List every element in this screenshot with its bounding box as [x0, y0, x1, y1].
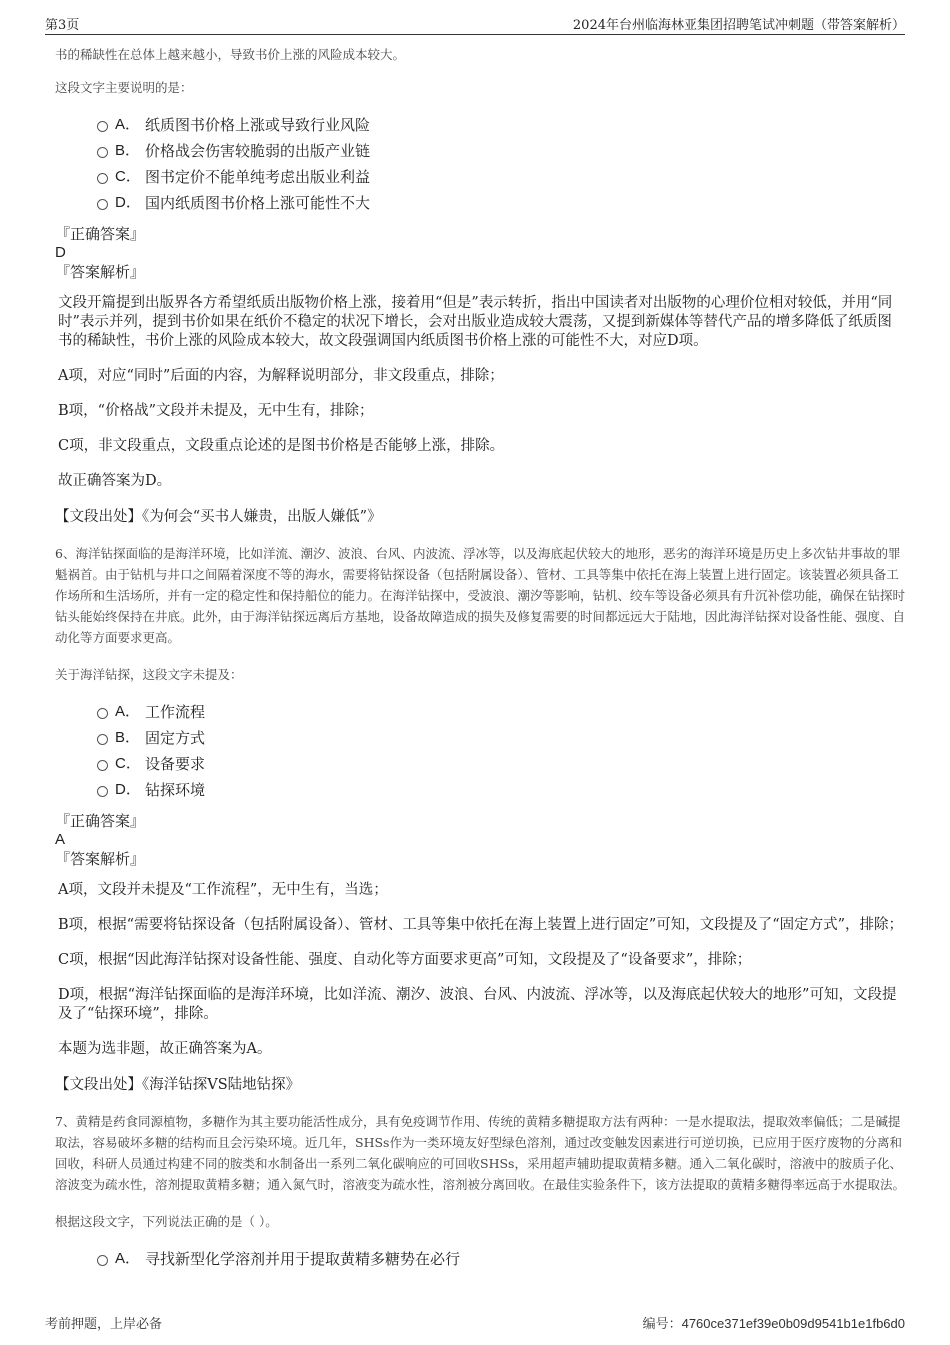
page-header: [45, 12, 905, 35]
radio-icon[interactable]: [97, 1255, 108, 1266]
page-number: 第3页: [45, 18, 80, 33]
q5-answer: D: [55, 244, 66, 261]
q5-option-c[interactable]: C． 图书定价不能单纯考虑出版业利益: [97, 164, 905, 190]
page-footer: [45, 1313, 905, 1333]
q5-answer-label: 『正确答案』: [55, 225, 146, 243]
q6-analysis-a: A项，文段并未提及“工作流程”，无中生有，当选；: [58, 882, 388, 898]
q6-option-a[interactable]: A． 工作流程: [97, 699, 905, 725]
code-value: 4760ce371ef39e0b09d9541b1e1fb6d0: [681, 1316, 905, 1331]
q7-options: [97, 1246, 905, 1272]
q5-analysis-main: 文段开篇提到出版界各方希望纸质出版物价格上涨，接着用“但是”表示转折，指出中国读者对出版物的心理价位相对较低，并用“同时”表示并列，提到书价如果在纸价不稳定的状况下增长，会对出版业造成较大震荡，又提到新媒体等替代产品的增多降低了纸质图书的稀缺性，书价上涨的风险成本较大，故文段强调国内纸质图书价格上涨的可能性不大，对应D项。: [58, 295, 893, 349]
q6-options: [97, 699, 905, 803]
q5-analysis-c: C项，非文段重点，文段重点论述的是图书价格是否能够上涨，排除。: [58, 438, 505, 454]
radio-icon[interactable]: [97, 708, 108, 719]
radio-icon[interactable]: [97, 147, 108, 158]
q6-analysis-c: C项，根据“因此海洋钻探对设备性能、强度、自动化等方面要求更高”可知，文段提及了“设备要求”，排除；: [58, 952, 752, 968]
q6-analysis-conclusion: 本题为选非题，故正确答案为A。: [58, 1041, 272, 1057]
q6-source: 【文段出处】《海洋钻探VS陆地钻探》: [55, 1077, 301, 1093]
q5-option-d[interactable]: D． 国内纸质图书价格上涨可能性不大: [97, 190, 905, 216]
q6-analysis-b: B项，根据“需要将钻探设备（包括附属设备）、管材、工具等集中依托在海上装置上进行固定”可知，文段提及了“固定方式”，排除；: [58, 917, 904, 933]
q6-analysis-label: 『答案解析』: [55, 850, 146, 868]
q5-question: 这段文字主要说明的是：: [55, 80, 193, 95]
q7-option-a[interactable]: A． 寻找新型化学溶剂并用于提取黄精多糖势在必行: [97, 1246, 905, 1272]
q6-answer-label: 『正确答案』: [55, 812, 146, 830]
footer-slogan: 考前押题，上岸必备: [45, 1317, 163, 1332]
q5-analysis-conclusion: 故正确答案为D。: [58, 473, 172, 489]
page-content: [55, 44, 905, 1280]
radio-icon[interactable]: [97, 199, 108, 210]
q5-options: [97, 112, 905, 216]
q6-question: 关于海洋钻探，这段文字未提及：: [55, 667, 243, 682]
q7-text: 7、黄精是药食同源植物，多糖作为其主要功能活性成分，具有免疫调节作用、传统的黄精多糖提取方法有两种：一是水提取法，提取效率偏低；二是碱提取法，容易破坏多糖的结构而且会污染环境。近几年，SHSs作为一类环境友好型绿色溶剂，通过改变触发因素进行可逆切换，已应用于医疗废物的分离和回收，科研人员通过构建不同的胺类和水制备出一系列二氧化碳响应的可回收SHSs，采用超声辅助提取黄精多糖。通入二氧化碳时，溶液中的胺质子化、溶波变为疏水性，溶剂提取黄精多糖；通入氮气时，溶液变为疏水性，溶剂被分离回收。在最佳实验条件下，该方法提取的黄精多糖得率远高于水提取法。: [55, 1114, 906, 1192]
q5-option-a[interactable]: A． 纸质图书价格上涨或导致行业风险: [97, 112, 905, 138]
q6-text: 6、海洋钻探面临的是海洋环境，比如洋流、潮汐、波浪、台风、内波流、浮冰等，以及海底起伏较大的地形，恶劣的海洋环境是历史上多次钻井事故的罪魁祸首。由于钻机与井口之间隔着深度不等的海水，需要将钻探设备（包括附属设备）、管材、工具等集中依托在海上装置上进行固定。该装置必须具备工作场所和生活场所，并有一定的稳定性和保持船位的能力。在海洋钻探中，受波浪、潮汐等影响，钻机、绞车等设备必须具有升沉补偿功能，确保在钻探时钻头能始终保持在井底。此外，由于海洋钻探远离后方基地，设备故障造成的损失及修复需要的时间都远远大于陆地，因此海洋钻探对设备性能、强度、自动化等方面要求更高。: [55, 546, 906, 645]
radio-icon[interactable]: [97, 734, 108, 745]
q5-analysis-b: B项，“价格战”文段并未提及，无中生有，排除；: [58, 403, 374, 419]
radio-icon[interactable]: [97, 173, 108, 184]
q6-answer: A: [55, 831, 66, 848]
q5-analysis-a: A项，对应“同时”后面的内容，为解释说明部分，非文段重点，排除；: [58, 368, 504, 384]
q7-question: 根据这段文字，下列说法正确的是（ ）。: [55, 1214, 278, 1229]
q6-option-c[interactable]: C． 设备要求: [97, 751, 905, 777]
q5-source: 【文段出处】《为何会“买书人嫌贵，出版人嫌低”》: [55, 509, 382, 525]
q5-option-b[interactable]: B． 价格战会伤害较脆弱的出版产业链: [97, 138, 905, 164]
document-title: 2024年台州临海林亚集团招聘笔试冲刺题（带答案解析）: [572, 18, 905, 33]
q6-option-d[interactable]: D． 钻探环境: [97, 777, 905, 803]
q6-option-b[interactable]: B． 固定方式: [97, 725, 905, 751]
q5-analysis-label: 『答案解析』: [55, 263, 146, 281]
radio-icon[interactable]: [97, 760, 108, 771]
document-code: [643, 1313, 905, 1332]
q5-text-tail: 书的稀缺性在总体上越来越小，导致书价上涨的风险成本较大。: [55, 47, 406, 62]
radio-icon[interactable]: [97, 786, 108, 797]
radio-icon[interactable]: [97, 121, 108, 132]
q6-analysis-d: D项，根据“海洋钻探面临的是海洋环境，比如洋流、潮汐、波浪、台风、内波流、浮冰等，以及海底起伏较大的地形”可知，文段提及了“钻探环境”，排除。: [58, 987, 897, 1022]
code-label: 编号：: [642, 1316, 682, 1331]
